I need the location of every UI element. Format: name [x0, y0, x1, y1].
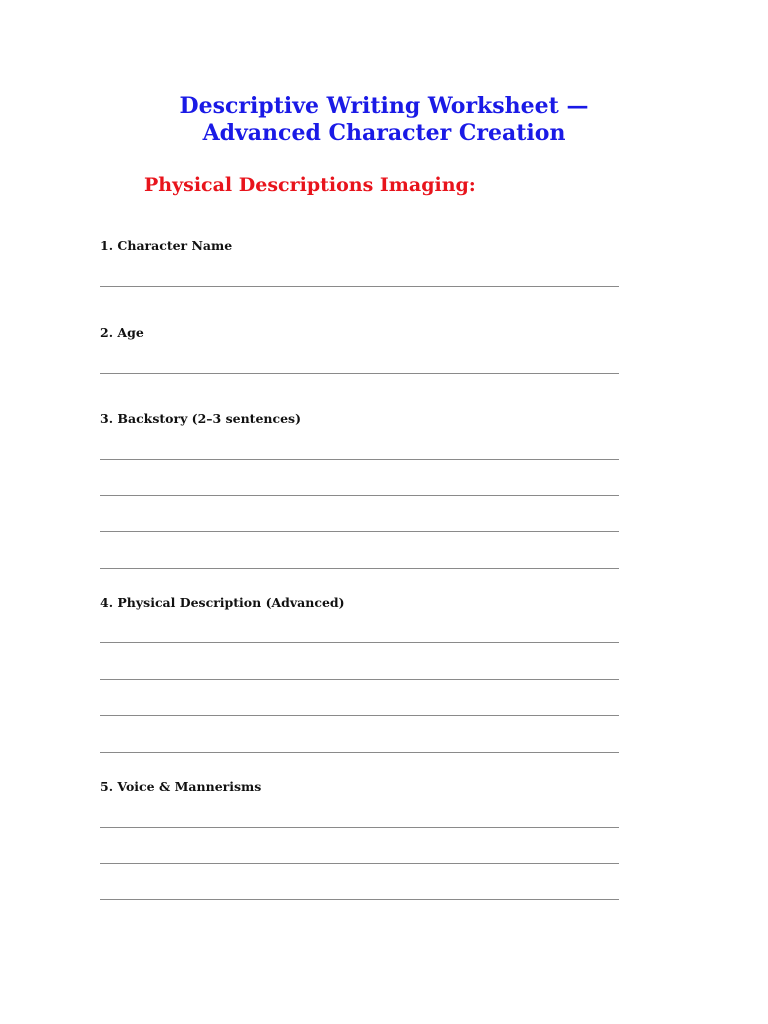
answer-line[interactable] [100, 752, 619, 753]
question-label-character-name: 1. Character Name [100, 238, 233, 253]
question-label-age: 2. Age [100, 325, 144, 340]
answer-line[interactable] [100, 531, 619, 532]
answer-line[interactable] [100, 863, 619, 864]
answer-line[interactable] [100, 568, 619, 569]
answer-line[interactable] [100, 373, 619, 374]
worksheet-title-line-2: Advanced Character Creation [202, 120, 566, 146]
answer-line[interactable] [100, 827, 619, 828]
question-label-physical-description: 4. Physical Description (Advanced) [100, 595, 345, 610]
answer-line[interactable] [100, 899, 619, 900]
question-label-voice-mannerisms: 5. Voice & Mannerisms [100, 779, 262, 794]
answer-line[interactable] [100, 715, 619, 716]
section-heading: Physical Descriptions Imaging: [144, 174, 476, 196]
answer-line[interactable] [100, 459, 619, 460]
question-label-backstory: 3. Backstory (2–3 sentences) [100, 411, 302, 426]
answer-line[interactable] [100, 642, 619, 643]
answer-line[interactable] [100, 679, 619, 680]
worksheet-title-line-1: Descriptive Writing Worksheet — [179, 93, 589, 119]
answer-line[interactable] [100, 286, 619, 287]
answer-line[interactable] [100, 495, 619, 496]
